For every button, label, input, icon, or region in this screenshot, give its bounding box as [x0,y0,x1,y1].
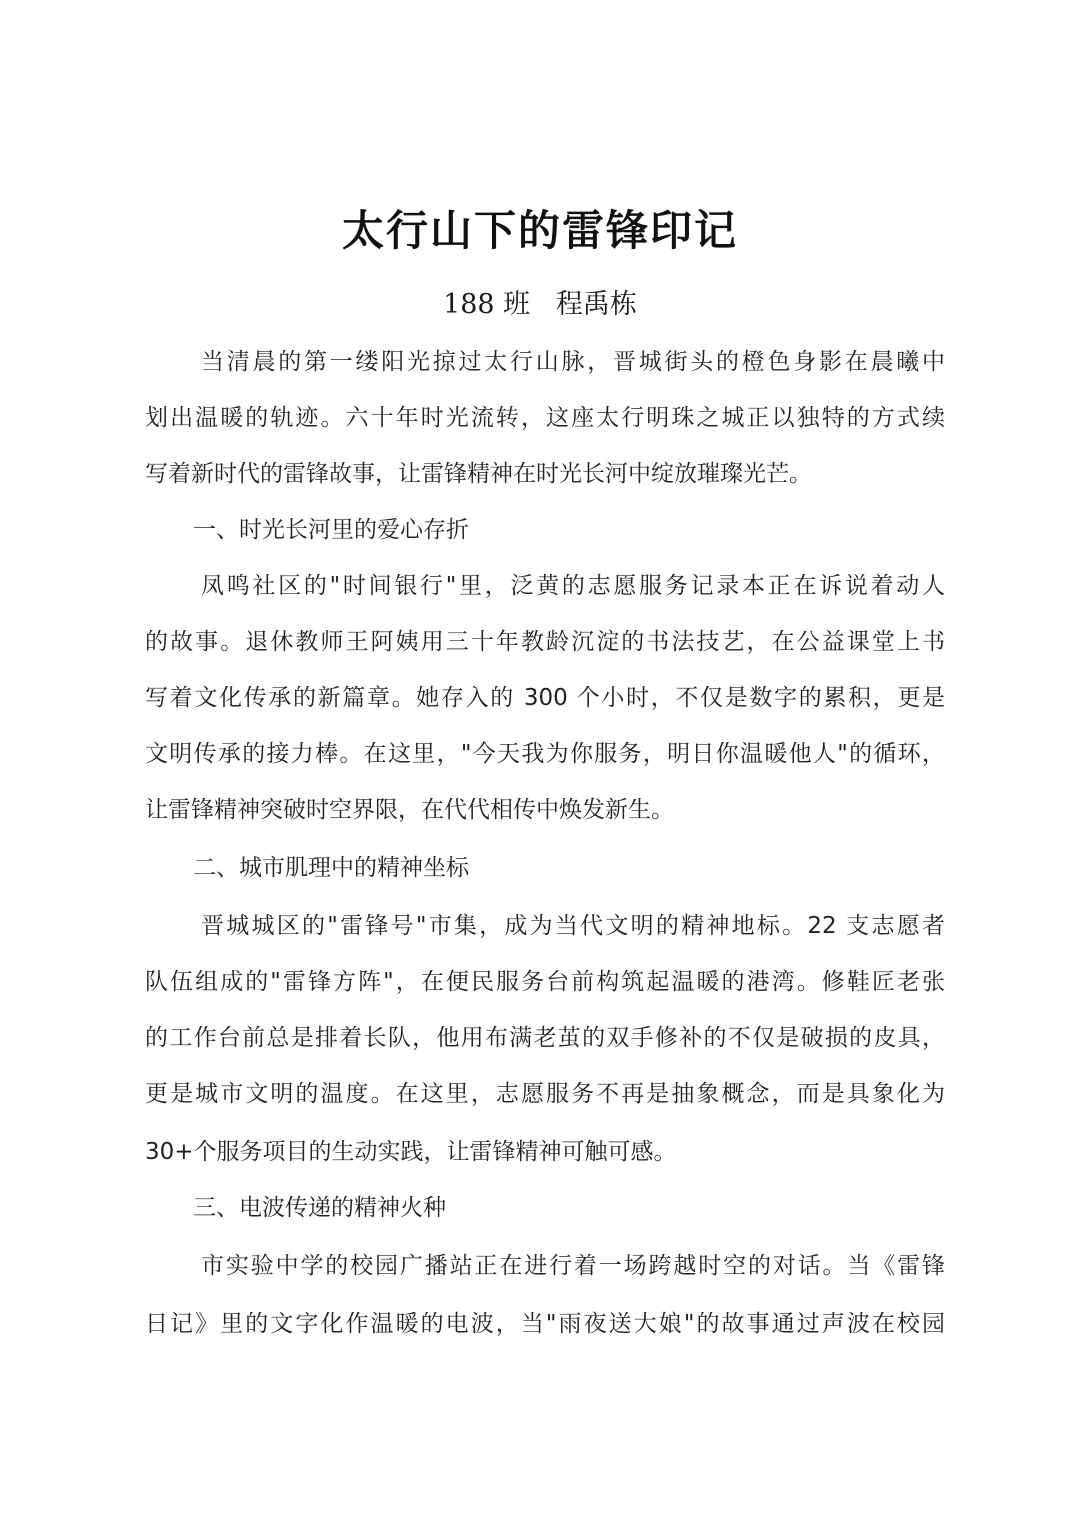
page-title: 太行山下的雷锋印记 [341,206,738,255]
section-heading: 二、城市肌理中的精神坐标 [193,855,469,881]
section-heading: 一、时光长河里的爱心存折 [193,517,469,543]
paragraph-line: 写着新时代的雷锋故事，让雷锋精神在时光长河中绽放璀璨光芒。 [145,461,812,487]
paragraph-line: 文明传承的接力棒。在这里，"今天我为你服务，明日你温暖他人"的循环， [145,741,945,767]
paragraph-line: 当清晨的第一缕阳光掠过太行山脉，晋城街头的橙色身影在晨曦中 [201,349,945,375]
author-byline: 188 班 程禹栋 [443,289,637,320]
paragraph-line: 晋城城区的"雷锋号"市集，成为当代文明的精神地标。22 支志愿者 [201,913,945,939]
paragraph-line: 日记》里的文字化作温暖的电波，当"雨夜送大娘"的故事通过声波在校园 [145,1311,945,1337]
paragraph-line: 让雷锋精神突破时空界限，在代代相传中焕发新生。 [145,797,674,823]
paragraph-line: 队伍组成的"雷锋方阵"，在便民服务台前构筑起温暖的港湾。修鞋匠老张 [145,969,945,995]
section-heading: 三、电波传递的精神火种 [193,1195,446,1221]
paragraph-line: 30+个服务项目的生动实践，让雷锋精神可触可感。 [145,1139,677,1165]
paragraph-line: 更是城市文明的温度。在这里，志愿服务不再是抽象概念，而是具象化为 [145,1081,945,1107]
paragraph-line: 划出温暖的轨迹。六十年时光流转，这座太行明珠之城正以独特的方式续 [145,405,945,431]
paragraph-line: 的工作台前总是排着长队，他用布满老茧的双手修补的不仅是破损的皮具， [145,1025,945,1051]
paragraph-line: 写着文化传承的新篇章。她存入的 300 个小时，不仅是数字的累积，更是 [145,685,945,711]
paragraph-line: 凤鸣社区的"时间银行"里，泛黄的志愿服务记录本正在诉说着动人 [201,573,945,599]
paragraph-line: 的故事。退休教师王阿姨用三十年教龄沉淀的书法技艺，在公益课堂上书 [145,629,945,655]
paragraph-line: 市实验中学的校园广播站正在进行着一场跨越时空的对话。当《雷锋 [201,1253,945,1279]
